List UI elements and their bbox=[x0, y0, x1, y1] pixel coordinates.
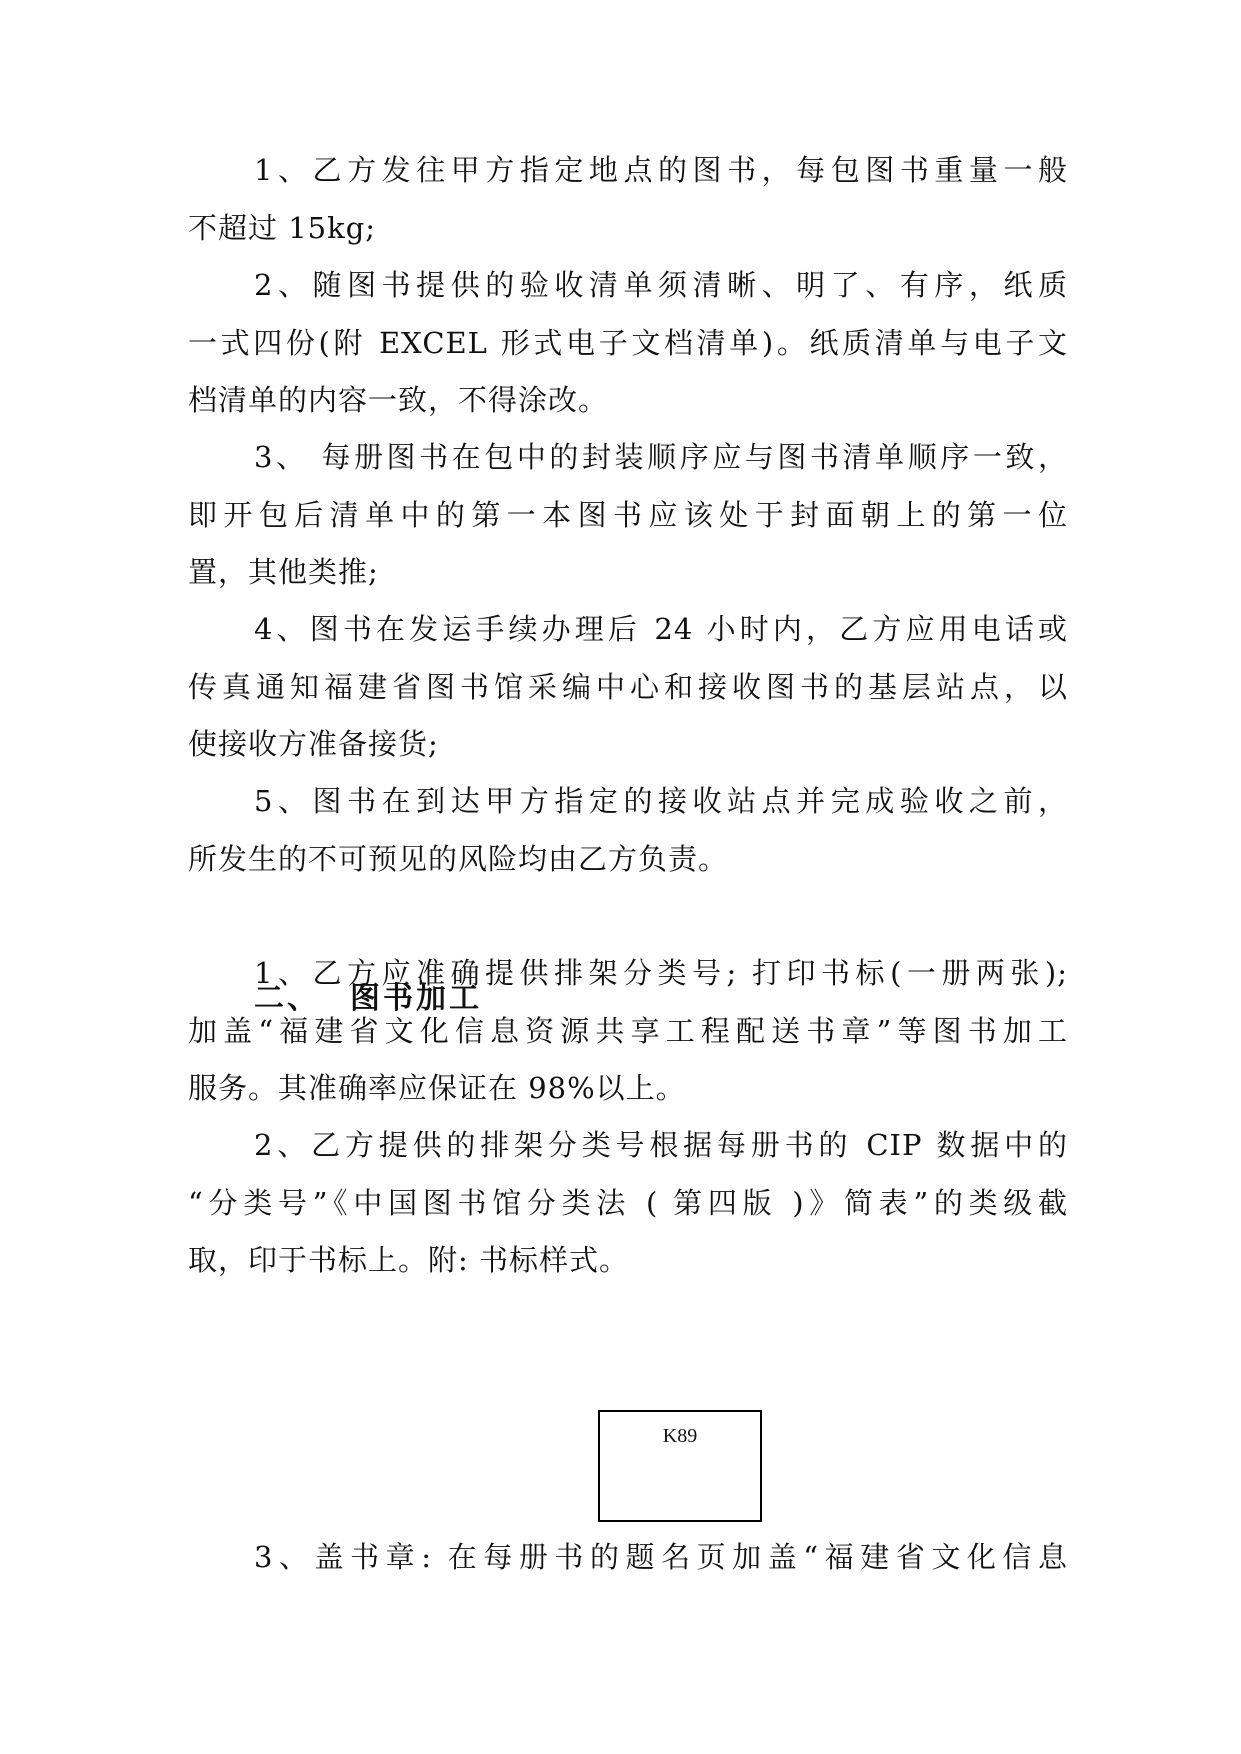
shipping-item-1-line-2: 不超过 15kg; bbox=[188, 211, 377, 245]
shipping-item-4-line-3: 使接收方准备接货; bbox=[188, 727, 439, 761]
processing-item-2-line-1: 2、乙方提供的排架分类号根据每册书的 CIP 数据中的 bbox=[254, 1128, 1068, 1162]
shipping-item-4-line-1: 4、图书在发运手续办理后 24 小时内，乙方应用电话或 bbox=[254, 612, 1068, 646]
shipping-item-2-line-3: 档清单的内容一致，不得涂改。 bbox=[188, 383, 609, 417]
processing-item-3-line-1: 3、盖书章: 在每册书的题名页加盖“福建省文化信息 bbox=[254, 1540, 1068, 1574]
shipping-item-2-line-2: 一式四份(附 EXCEL 形式电子文档清单)。纸质清单与电子文 bbox=[188, 326, 1068, 360]
shipping-item-1-line-1: 1、乙方发往甲方指定地点的图书，每包图书重量一般 bbox=[254, 153, 1068, 187]
shipping-item-3-line-3: 置，其他类推; bbox=[188, 555, 379, 589]
shipping-item-2-line-1: 2、随图书提供的验收清单须清晰、明了、有序，纸质 bbox=[254, 268, 1068, 302]
processing-item-1-line-3: 服务。其准确率应保证在 98%以上。 bbox=[188, 1071, 686, 1105]
processing-item-2-line-2: “分类号”《中国图书馆分类法 ( 第四版 )》简表”的类级截 bbox=[188, 1186, 1068, 1220]
shipping-item-5-line-1: 5、图书在到达甲方指定的接收站点并完成验收之前， bbox=[254, 784, 1068, 818]
book-label-classification: K89 bbox=[662, 1425, 698, 1447]
book-label-sample bbox=[598, 1410, 762, 1522]
processing-item-1-line-2: 加盖“福建省文化信息资源共享工程配送书章”等图书加工 bbox=[188, 1014, 1068, 1048]
processing-item-1-line-1: 1、乙方应准确提供排架分类号; 打印书标(一册两张); bbox=[254, 956, 1068, 990]
shipping-item-5-line-2: 所发生的不可预见的风险均由乙方负责。 bbox=[188, 842, 729, 876]
shipping-item-4-line-2: 传真通知福建省图书馆采编中心和接收图书的基层站点，以 bbox=[188, 670, 1068, 704]
section-2-title: 图书加工 bbox=[350, 981, 482, 1016]
section-2-number: 二、 bbox=[254, 981, 320, 1016]
shipping-item-3-line-2: 即开包后清单中的第一本图书应该处于封面朝上的第一位 bbox=[188, 498, 1068, 532]
shipping-item-3-line-1: 3、 每册图书在包中的封装顺序应与图书清单顺序一致， bbox=[254, 440, 1068, 474]
processing-item-2-line-3: 取，印于书标上。附: 书标样式。 bbox=[188, 1243, 629, 1277]
